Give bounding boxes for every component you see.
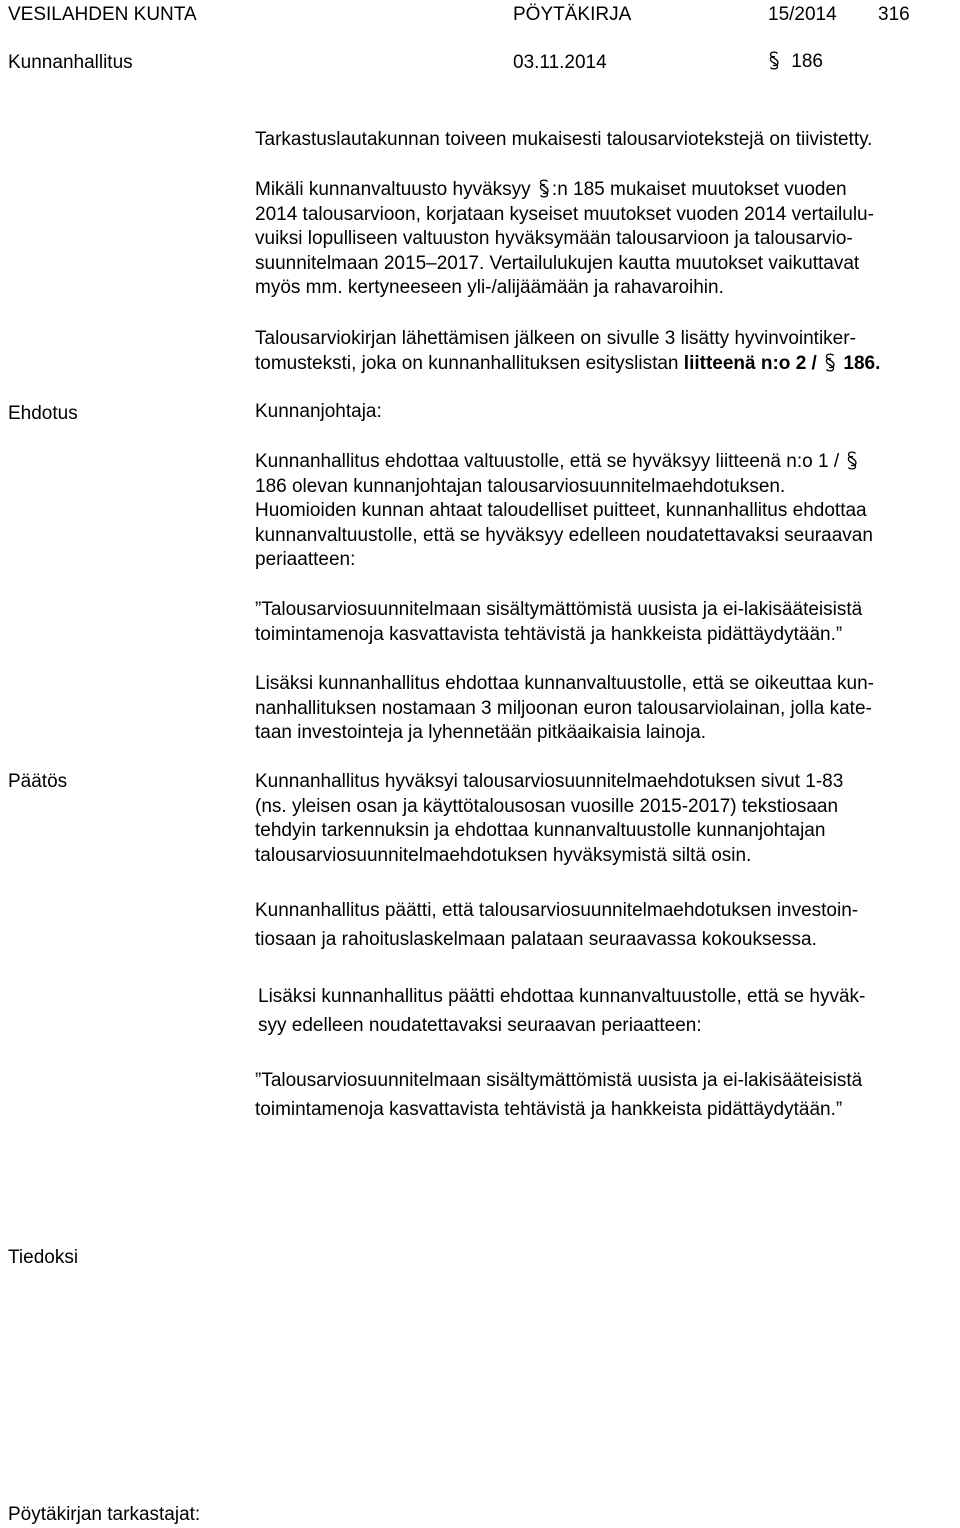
org-name: VESILAHDEN KUNTA [8,4,197,25]
text-line [255,450,955,475]
label-paatos: Päätös [8,771,68,792]
text-line: ”Talousarviosuunnitelmaan sisältymättömistä uusista ja ei-lakisääteisistä [255,1070,863,1091]
quote-principle [255,598,955,647]
section-sign-icon [537,178,551,200]
text-fragment: Mikäli kunnanvaltuusto hyväksyy [255,179,531,200]
header-section [766,50,823,72]
text-line: 186 olevan kunnanjohtajan talousarviosuunnitelmaehdotuksen. [255,475,786,497]
paragraph-budget-changes [255,178,955,301]
text-line [255,178,955,203]
document-type: PÖYTÄKIRJA [513,4,632,25]
text-line: vuiksi lopulliseen valtuuston hyväksymään talousarvioon ja talousarvio- [255,228,853,249]
paragraph-decision [255,770,955,868]
appendix-section: 186. [843,352,881,374]
text-line: Lisäksi kunnanhallitus päätti ehdottaa kunnanvaltuustolle, että se hyväk- [258,986,866,1007]
text-fragment: tomusteksti, joka on kunnanhallituksen esityslistan [255,352,679,374]
meeting-number: 15/2014 [768,4,837,25]
paragraph-proposal [255,450,955,573]
section-sign-icon [767,50,781,72]
text-line: kunnanvaltuustolle, että se hyväksyy edelleen noudatettavaksi seuraavan [255,524,873,546]
text-line: periaatteen: [255,549,356,570]
text-line: (ns. yleisen osan ja käyttötalousosan vuosille 2015-2017) tekstiosaan [255,795,839,817]
text-line: nanhallituksen nostamaan 3 miljoonan euron talousarviolainan, jolla kate- [255,697,872,719]
text-line: ”Talousarviosuunnitelmaan sisältymättömistä uusista ja ei-lakisääteisistä [255,599,863,620]
label-tarkastajat: Pöytäkirjan tarkastajat: [8,1504,201,1525]
paragraph-investment [255,896,955,954]
text-line: myös mm. kertyneeseen yli-/alijäämään ja rahavaroihin. [255,277,724,298]
text-line: syy edelleen noudatettavaksi seuraavan periaatteen: [258,1015,702,1036]
paragraph-principle-decision [258,982,958,1040]
governing-body: Kunnanhallitus [8,52,133,73]
text-line: Talousarviokirjan lähettämisen jälkeen on sivulle 3 lisätty hyvinvointiker- [255,328,856,349]
text-line: tiosaan ja rahoituslaskelmaan palataan seuraavassa kokouksessa. [255,929,817,950]
label-tiedoksi: Tiedoksi [8,1247,79,1268]
text-line: Tarkastuslautakunnan toiveen mukaisesti talousarviotekstejä on tiivistetty. [255,129,873,150]
text-line: toimintamenoja kasvattavista tehtävistä ja hankkeista pidättäydytään.” [255,623,843,645]
text-fragment: Kunnanhallitus ehdottaa valtuustolle, että se hyväksyy liitteenä n:o 1 / [255,451,840,472]
section-sign-icon [823,352,837,374]
text-fragment: :n 185 mukaiset muutokset vuoden [551,179,847,200]
text-line: Kunnanjohtaja: [255,401,382,422]
paragraph-intro [255,128,955,153]
text-line: suunnitelmaan 2015–2017. Vertailulukujen kautta muutokset vaikuttavat [255,252,860,274]
text-line [255,352,955,377]
paragraph-appendix [255,327,955,376]
paragraph-loan [255,672,955,746]
text-line: talousarviosuunnitelmaehdotuksen hyväksymistä siltä osin. [255,844,752,866]
meeting-date: 03.11.2014 [513,52,607,73]
label-ehdotus: Ehdotus [8,403,78,424]
section-number: 186 [791,51,823,72]
text-line: Kunnanhallitus hyväksyi talousarviosuunnitelmaehdotuksen sivut 1-83 [255,771,844,792]
text-line: tehdyin tarkennuksin ja ehdottaa kunnanvaltuustolle kunnanjohtajan [255,820,826,841]
section-sign-icon [845,450,859,472]
text-line: Lisäksi kunnanhallitus ehdottaa kunnanvaltuustolle, että se oikeuttaa kun- [255,673,874,694]
text-line: Huomioiden kunnan ahtaat taloudelliset puitteet, kunnanhallitus ehdottaa [255,500,867,521]
text-line: taan investointeja ja lyhennetään pitkäaikaisia lainoja. [255,722,707,743]
appendix-reference: liitteenä n:o 2 / [683,352,817,374]
speaker-label [255,400,955,425]
quote-principle-decision [255,1066,955,1124]
text-line: Kunnanhallitus päätti, että talousarviosuunnitelmaehdotuksen investoin- [255,900,859,921]
text-line: 2014 talousarvioon, korjataan kyseiset muutokset vuoden 2014 vertailulu- [255,203,874,225]
text-line: toimintamenoja kasvattavista tehtävistä ja hankkeista pidättäydytään.” [255,1099,843,1120]
page-number: 316 [878,4,910,25]
